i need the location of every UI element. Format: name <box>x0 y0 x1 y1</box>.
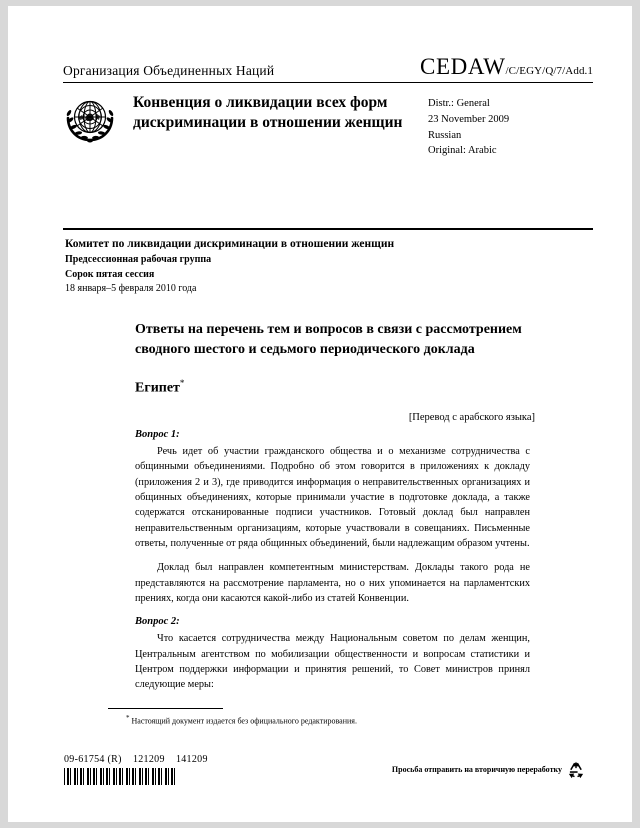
translation-note: [Перевод с арабского языка] <box>408 411 535 423</box>
session-number: Сорок пятая сессия <box>65 269 155 281</box>
footnote-block <box>108 708 508 726</box>
document-symbol <box>420 54 593 80</box>
title-block <box>135 320 535 423</box>
page-title: Ответы на перечень тем и вопросов в связи с рассмотрением сводного шестого и седьмого периодического доклада <box>135 322 522 358</box>
distribution-date: 23 November 2009 <box>428 113 510 125</box>
masthead <box>63 54 593 159</box>
footnote-body: Настоящий документ издается без официального редактирования. <box>131 716 357 726</box>
document-page <box>8 6 632 822</box>
document-language: Russian <box>428 129 462 141</box>
question-1-label: Вопрос 1: <box>135 429 180 440</box>
footer-left <box>64 754 208 785</box>
working-group: Предсессионная рабочая группа <box>65 254 212 266</box>
committee-name: Комитет по ликвидации дискриминации в отношении женщин <box>65 238 395 250</box>
paragraph-1: Речь идет об участии гражданского общества и о механизме сотрудничества с общинными объединениями. Подробно об этом говорится в приложениях к докладу (приложения 2 и 3), где приводится информация о неправительственных организациях и общинных объединениях, которые принимали участие в подготовке доклада, а также содержатся отсканированные подписи участников. Готовый доклад был направлен неправительственным организациям, которые участвовали в совещаниях. Письменные ответы, полученные от ряда общинных объединений, были надлежащим образом учтены. <box>135 446 530 549</box>
country-footnote-marker: * <box>179 378 185 389</box>
recycling-icon <box>566 760 586 779</box>
masthead-body-row <box>63 92 593 159</box>
committee-block <box>65 237 495 296</box>
document-symbol-suffix: /C/EGY/Q/7/Add.1 <box>505 65 593 77</box>
document-body <box>135 429 530 702</box>
session-dates: 18 января–5 февраля 2010 года <box>65 282 197 294</box>
original-language: Original: Arabic <box>428 145 497 157</box>
masthead-top-row <box>63 54 593 80</box>
paragraph-3: Что касается сотрудничества между Национальным советом по делам женщин, Центральным агентством по мобилизации общественности и вопросам статистики и Центром поддержки информации и принятия решений, то Совет министров принял следующие меры: <box>135 633 530 691</box>
masthead-divider <box>63 82 593 83</box>
country-heading <box>135 378 535 397</box>
barcode <box>64 768 176 785</box>
convention-title: Конвенция о ликвидации всех форм дискриминации в отношении женщин <box>133 94 403 132</box>
document-symbol-main: CEDAW <box>420 54 506 79</box>
country-name: Египет <box>135 380 180 396</box>
un-emblem <box>63 92 133 159</box>
un-emblem-graphic <box>63 94 117 146</box>
question-2-label: Вопрос 2: <box>135 616 180 628</box>
paragraph-2: Доклад был направлен компетентным министерствам. Доклады такого рода не представляются на рассмотрение парламента, но о них упоминается на парламентских прениях, когда они касаются какой-либо из статей Конвенции. <box>135 562 530 604</box>
section-divider <box>63 228 593 230</box>
organization-name: Организация Объединенных Наций <box>63 63 275 78</box>
recycle-text: Просьба отправить на вторичную переработку <box>391 765 562 774</box>
footnote-divider <box>108 708 223 709</box>
footnote-marker: * <box>126 714 130 722</box>
distribution-type: Distr.: General <box>428 98 490 109</box>
footer-right <box>392 760 586 779</box>
distribution-block <box>428 92 593 159</box>
footnote-text <box>108 714 508 726</box>
job-number: 09-61754 (R) 121209 141209 <box>64 754 208 765</box>
